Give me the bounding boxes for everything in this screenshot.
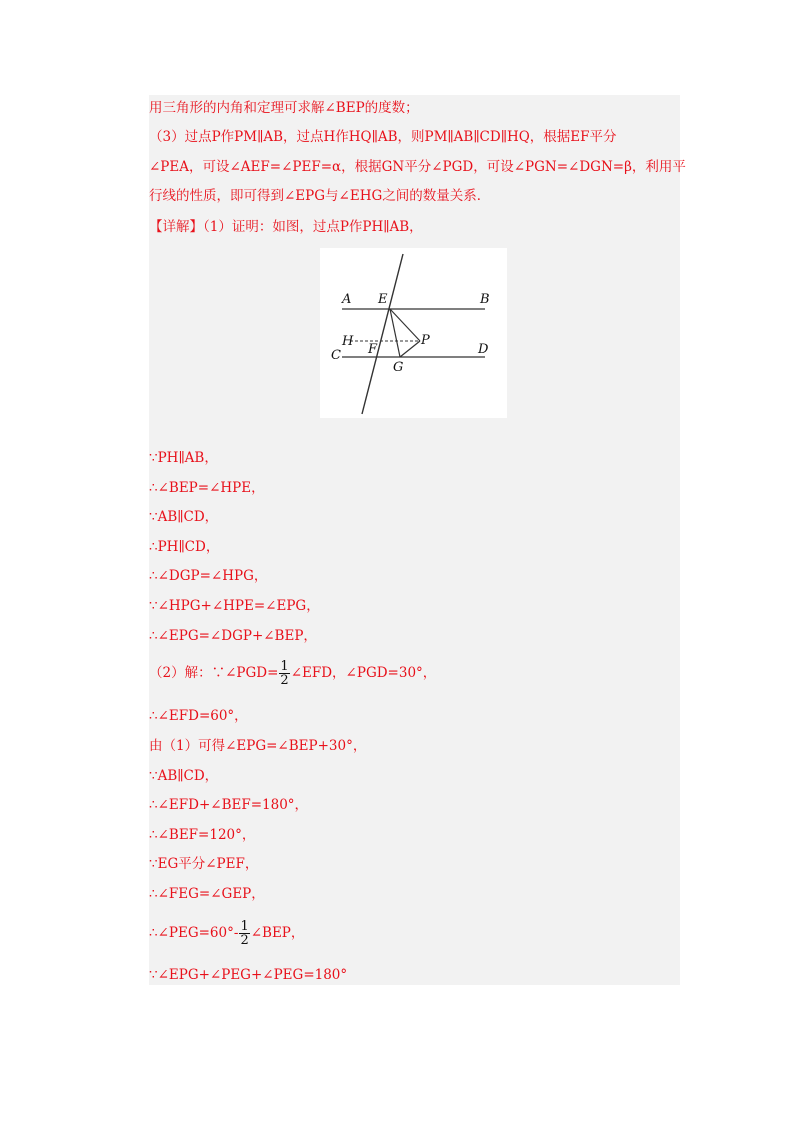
label-d: D bbox=[478, 342, 489, 357]
text-line-20: ∴∠FEG=∠GEP， bbox=[149, 886, 265, 902]
text-line-8: ∵AB∥CD， bbox=[149, 509, 219, 525]
label-c: C bbox=[331, 348, 341, 363]
fraction-denominator-2: 2 bbox=[240, 933, 249, 948]
segment-gp bbox=[400, 341, 420, 357]
text-line-13 bbox=[149, 660, 436, 687]
label-e: E bbox=[378, 292, 388, 307]
label-a: A bbox=[342, 292, 352, 307]
text-line-22: ∵∠EPG+∠PEG+∠PEG=180° bbox=[149, 967, 348, 983]
text-line-14: ∴∠EFD=60°， bbox=[149, 708, 248, 724]
segment-eg bbox=[390, 309, 400, 357]
label-b: B bbox=[480, 292, 490, 307]
text-line-12: ∴∠EPG=∠DGP+∠BEP， bbox=[149, 628, 317, 644]
line-21-part-a: ∴∠PEG=60°- bbox=[149, 925, 239, 941]
text-line-7: ∴∠BEP=∠HPE， bbox=[149, 480, 265, 496]
text-line-10: ∴∠DGP=∠HPG， bbox=[149, 568, 268, 584]
text-line-18: ∴∠BEF=120°， bbox=[149, 827, 256, 843]
label-g: G bbox=[393, 360, 404, 375]
label-p: P bbox=[421, 333, 430, 348]
text-line-11: ∵∠HPG+∠HPE=∠EPG， bbox=[149, 598, 320, 614]
fraction-numerator-2: 1 bbox=[240, 919, 249, 934]
fraction-denominator: 2 bbox=[280, 673, 289, 688]
fraction-numerator: 1 bbox=[280, 659, 289, 674]
text-line-16: ∵AB∥CD， bbox=[149, 768, 219, 784]
text-line-5: 【详解】（1）证明：如图，过点P作PH∥AB， bbox=[149, 219, 423, 235]
text-line-19: ∵EG平分∠PEF， bbox=[149, 856, 259, 872]
text-line-15: 由（1）可得∠EPG=∠BEP+30°， bbox=[149, 738, 367, 754]
fraction-half-2 bbox=[239, 920, 249, 947]
text-line-21 bbox=[149, 920, 304, 947]
text-line-4: 行线的性质，即可得到∠EPG与∠EHG之间的数量关系． bbox=[149, 188, 491, 204]
text-line-3: ∠PEA，可设∠AEF=∠PEF=α，根据GN平分∠PGD，可设∠PGN=∠DGN=β，利用平 bbox=[149, 159, 686, 175]
text-line-6: ∵PH∥AB， bbox=[149, 450, 218, 466]
label-f: F bbox=[368, 342, 378, 357]
line-13-part-a: （2）解：∵∠PGD= bbox=[149, 665, 279, 681]
transversal-line bbox=[362, 254, 403, 414]
label-h: H bbox=[342, 334, 354, 349]
text-line-17: ∴∠EFD+∠BEF=180°， bbox=[149, 797, 309, 813]
segment-ep bbox=[390, 309, 420, 341]
fraction-half bbox=[279, 660, 289, 687]
text-line-1: 用三角形的内角和定理可求解∠BEP的度数； bbox=[149, 100, 419, 116]
line-13-part-b: ∠EFD，∠PGD=30°， bbox=[290, 665, 437, 681]
geometry-figure bbox=[320, 248, 507, 418]
text-line-2: （3）过点P作PM∥AB，过点H作HQ∥AB，则PM∥AB∥CD∥HQ，根据EF平分 bbox=[149, 129, 617, 145]
text-line-9: ∴PH∥CD， bbox=[149, 539, 220, 555]
line-21-part-b: ∠BEP， bbox=[250, 925, 305, 941]
